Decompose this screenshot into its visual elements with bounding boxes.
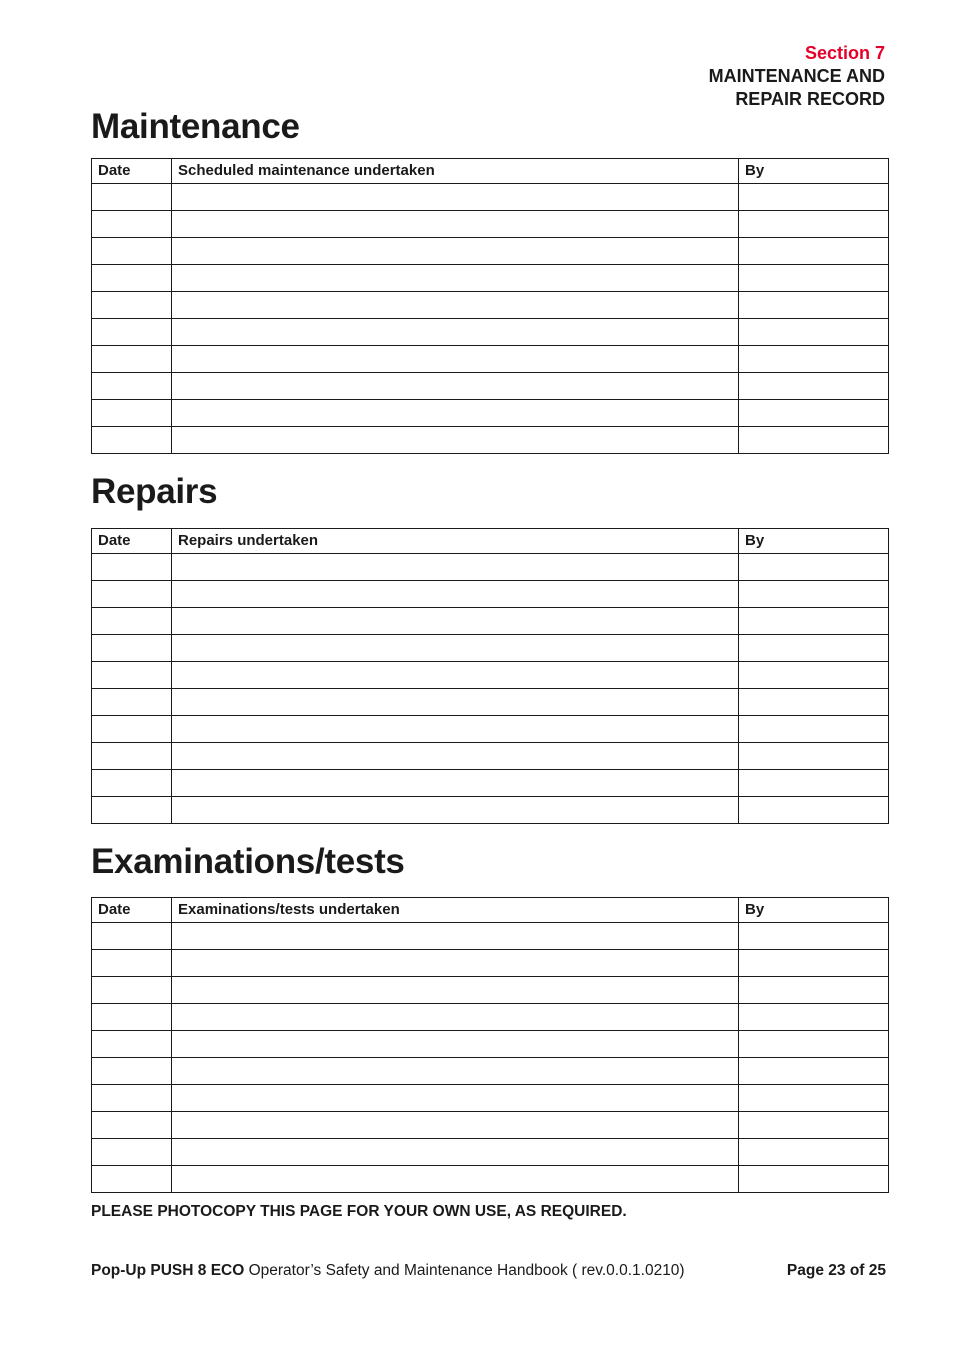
by-cell	[739, 770, 889, 797]
by-cell	[739, 689, 889, 716]
table-row	[92, 923, 889, 950]
date-cell	[92, 581, 172, 608]
date-cell	[92, 1166, 172, 1193]
date-cell	[92, 743, 172, 770]
by-cell	[739, 292, 889, 319]
by-cell	[739, 554, 889, 581]
table-row	[92, 1031, 889, 1058]
date-cell	[92, 373, 172, 400]
footer-product: Pop-Up PUSH 8 ECO	[91, 1262, 245, 1279]
description-cell	[172, 1004, 739, 1031]
by-cell	[739, 211, 889, 238]
page-number: Page 23 of 25	[786, 1262, 886, 1279]
table-row	[92, 716, 889, 743]
by-cell	[739, 1058, 889, 1085]
table-row	[92, 319, 889, 346]
description-cell	[172, 1166, 739, 1193]
description-cell	[172, 265, 739, 292]
date-cell	[92, 319, 172, 346]
examinations-table	[91, 897, 889, 1193]
column-header-description: Repairs undertaken	[172, 529, 739, 554]
section-title-line2: REPAIR RECORD	[735, 89, 885, 109]
description-cell	[172, 1085, 739, 1112]
description-cell	[172, 977, 739, 1004]
date-cell	[92, 770, 172, 797]
by-cell	[739, 319, 889, 346]
description-cell	[172, 770, 739, 797]
description-cell	[172, 184, 739, 211]
by-cell	[739, 797, 889, 824]
date-cell	[92, 923, 172, 950]
table-row	[92, 427, 889, 454]
table-row	[92, 581, 889, 608]
description-cell	[172, 662, 739, 689]
column-header-by: By	[739, 898, 889, 923]
by-cell	[739, 373, 889, 400]
table-row	[92, 346, 889, 373]
table-row	[92, 770, 889, 797]
by-cell	[739, 635, 889, 662]
description-cell	[172, 427, 739, 454]
date-cell	[92, 1112, 172, 1139]
by-cell	[739, 1139, 889, 1166]
date-cell	[92, 635, 172, 662]
maintenance-heading: Maintenance	[91, 107, 300, 146]
column-header-by: By	[739, 159, 889, 184]
description-cell	[172, 238, 739, 265]
date-cell	[92, 1085, 172, 1112]
footer-handbook: Operator’s Safety and Maintenance Handbook ( rev.0.0.1.0210)	[244, 1262, 685, 1279]
repairs-table	[91, 528, 889, 824]
examinations-heading: Examinations/tests	[91, 842, 405, 881]
description-cell	[172, 743, 739, 770]
by-cell	[739, 427, 889, 454]
date-cell	[92, 346, 172, 373]
date-cell	[92, 1031, 172, 1058]
photocopy-note: PLEASE PHOTOCOPY THIS PAGE FOR YOUR OWN USE, AS REQUIRED.	[91, 1203, 627, 1220]
date-cell	[92, 608, 172, 635]
table-row	[92, 1058, 889, 1085]
table-row	[92, 1004, 889, 1031]
date-cell	[92, 238, 172, 265]
date-cell	[92, 950, 172, 977]
by-cell	[739, 743, 889, 770]
column-header-description: Scheduled maintenance undertaken	[172, 159, 739, 184]
by-cell	[739, 923, 889, 950]
table-row	[92, 265, 889, 292]
description-cell	[172, 689, 739, 716]
table-row	[92, 184, 889, 211]
table-row	[92, 554, 889, 581]
section-header	[709, 42, 885, 111]
description-cell	[172, 554, 739, 581]
description-cell	[172, 292, 739, 319]
description-cell	[172, 400, 739, 427]
description-cell	[172, 373, 739, 400]
by-cell	[739, 184, 889, 211]
table-row	[92, 373, 889, 400]
by-cell	[739, 716, 889, 743]
by-cell	[739, 581, 889, 608]
by-cell	[739, 1112, 889, 1139]
description-cell	[172, 1112, 739, 1139]
date-cell	[92, 1058, 172, 1085]
date-cell	[92, 400, 172, 427]
by-cell	[739, 1166, 889, 1193]
repairs-rows	[92, 554, 889, 824]
by-cell	[739, 346, 889, 373]
table-row	[92, 292, 889, 319]
by-cell	[739, 400, 889, 427]
table-row	[92, 211, 889, 238]
date-cell	[92, 1139, 172, 1166]
date-cell	[92, 427, 172, 454]
description-cell	[172, 211, 739, 238]
column-header-date: Date	[92, 898, 172, 923]
date-cell	[92, 211, 172, 238]
by-cell	[739, 1031, 889, 1058]
table-row	[92, 238, 889, 265]
table-row	[92, 950, 889, 977]
date-cell	[92, 292, 172, 319]
table-row	[92, 1112, 889, 1139]
column-header-date: Date	[92, 159, 172, 184]
date-cell	[92, 554, 172, 581]
table-row	[92, 797, 889, 824]
section-number: Section 7	[804, 43, 885, 63]
description-cell	[172, 608, 739, 635]
examinations-rows	[92, 923, 889, 1193]
column-header-by: By	[739, 529, 889, 554]
description-cell	[172, 797, 739, 824]
column-header-description: Examinations/tests undertaken	[172, 898, 739, 923]
description-cell	[172, 1139, 739, 1166]
footer-description	[91, 1262, 685, 1280]
page-footer	[91, 1262, 886, 1280]
table-row	[92, 689, 889, 716]
table-row	[92, 400, 889, 427]
table-row	[92, 1085, 889, 1112]
table-row	[92, 1139, 889, 1166]
repairs-heading: Repairs	[91, 472, 218, 511]
table-row	[92, 743, 889, 770]
date-cell	[92, 689, 172, 716]
description-cell	[172, 581, 739, 608]
by-cell	[739, 1004, 889, 1031]
section-title-line1: MAINTENANCE AND	[708, 66, 885, 86]
date-cell	[92, 977, 172, 1004]
table-row	[92, 977, 889, 1004]
date-cell	[92, 797, 172, 824]
by-cell	[739, 977, 889, 1004]
date-cell	[92, 265, 172, 292]
description-cell	[172, 1031, 739, 1058]
by-cell	[739, 265, 889, 292]
date-cell	[92, 184, 172, 211]
by-cell	[739, 1085, 889, 1112]
description-cell	[172, 346, 739, 373]
date-cell	[92, 662, 172, 689]
date-cell	[92, 716, 172, 743]
description-cell	[172, 635, 739, 662]
description-cell	[172, 950, 739, 977]
description-cell	[172, 716, 739, 743]
date-cell	[92, 1004, 172, 1031]
description-cell	[172, 923, 739, 950]
maintenance-table	[91, 158, 889, 454]
maintenance-rows	[92, 184, 889, 454]
by-cell	[739, 950, 889, 977]
description-cell	[172, 319, 739, 346]
table-row	[92, 662, 889, 689]
by-cell	[739, 662, 889, 689]
table-row	[92, 1166, 889, 1193]
description-cell	[172, 1058, 739, 1085]
table-row	[92, 608, 889, 635]
column-header-date: Date	[92, 529, 172, 554]
by-cell	[739, 608, 889, 635]
by-cell	[739, 238, 889, 265]
table-row	[92, 635, 889, 662]
